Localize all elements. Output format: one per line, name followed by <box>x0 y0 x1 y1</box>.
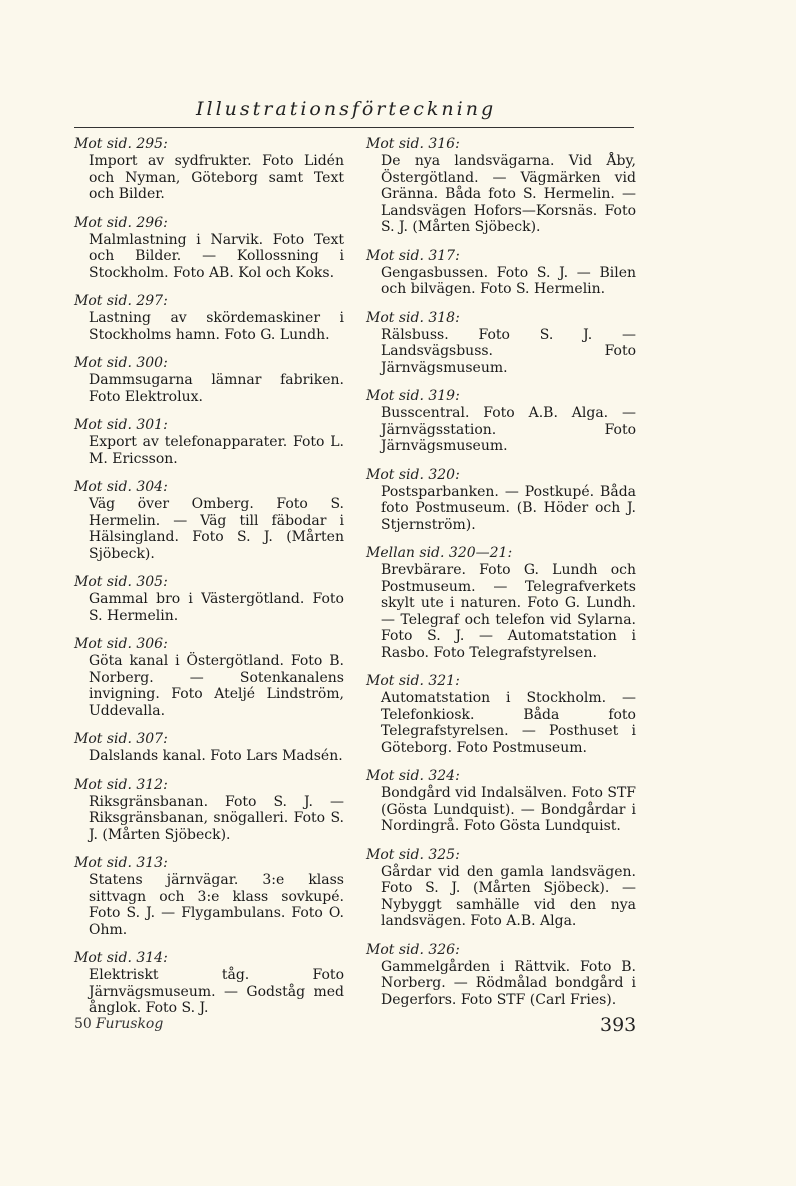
entry-caption: Dammsugarna lämnar fabriken. Foto Elektrolux. <box>89 372 344 405</box>
illustration-entry <box>74 136 344 203</box>
entry-page-reference: Mot sid. 324: <box>366 768 460 784</box>
entry-page-reference: Mot sid. 297: <box>74 293 168 309</box>
entry-caption: Statens järnvägar. 3:e klass sittvagn och 3:e klass sovkupé. Foto S. J. — Flygambulans. Foto O. Ohm. <box>89 872 344 938</box>
entry-page-reference: Mot sid. 321: <box>366 673 460 689</box>
entry-page-reference: Mot sid. 320: <box>366 466 460 483</box>
illustration-entry <box>74 855 344 938</box>
illustration-entry <box>366 545 636 661</box>
entry-caption: De nya landsvägarna. Vid Åby, Östergötland. — Vägmärken vid Gränna. Båda foto S. Hermelin. — Landsvägen Hofors—Korsnäs. Foto S. J. (Mårten Sjöbeck). <box>381 153 636 235</box>
illustration-entry <box>74 417 344 467</box>
header-rule <box>74 127 634 128</box>
entry-page-reference: Mot sid. 307: <box>74 731 168 747</box>
illustration-entry <box>74 777 344 844</box>
illustration-entry <box>366 310 636 377</box>
illustration-entry <box>74 950 344 1017</box>
printer-signature <box>74 1016 163 1032</box>
entry-page-reference: Mot sid. 319: <box>366 388 460 404</box>
entry-page-reference: Mot sid. 314: <box>74 950 168 966</box>
entry-caption: Busscentral. Foto A.B. Alga. — Järnvägsstation. Foto Järnvägsmuseum. <box>381 405 636 454</box>
entry-caption: Import av sydfrukter. Foto Lidén och Nyman, Göteborg samt Text och Bilder. <box>89 153 344 202</box>
illustration-entry <box>74 636 344 719</box>
entry-caption: Gammal bro i Västergötland. Foto S. Hermelin. <box>89 591 344 624</box>
illustration-entry <box>366 673 636 756</box>
entry-page-reference: Mot sid. 295: <box>74 136 168 152</box>
illustration-entry <box>74 479 344 562</box>
illustration-entry <box>366 467 636 534</box>
illustration-entry <box>74 731 344 765</box>
signature-name: Furuskog <box>95 1016 164 1032</box>
entry-caption: Rälsbuss. Foto S. J. — Landsvägsbuss. Foto Järnvägsmuseum. <box>381 326 636 376</box>
entry-page-reference: Mot sid. 316: <box>366 136 460 152</box>
illustration-entry <box>74 215 344 282</box>
entry-page-reference: Mot sid. 326: <box>366 941 460 958</box>
entry-caption: Automatstation i Stockholm. — Telefonkiosk. Båda foto Telegrafstyrelsen. — Posthuset i Göteborg. Foto Postmuseum. <box>381 690 636 756</box>
entry-caption: Malmlastning i Narvik. Foto Text och Bilder. — Kollossning i Stockholm. Foto AB. Kol och Koks. <box>89 231 344 281</box>
left-column <box>74 136 344 1029</box>
entry-page-reference: Mot sid. 317: <box>366 247 460 264</box>
entry-caption: Bondgård vid Indalsälven. Foto STF (Gösta Lundquist). — Bondgårdar i Nordingrå. Foto Gösta Lundquist. <box>381 785 636 834</box>
entry-caption: Gengasbussen. Foto S. J. — Bilen och bilvägen. Foto S. Hermelin. <box>381 264 636 297</box>
illustration-entry <box>74 574 344 624</box>
entry-page-reference: Mot sid. 300: <box>74 355 168 371</box>
illustration-entry <box>366 136 636 236</box>
entry-page-reference: Mot sid. 313: <box>74 855 168 871</box>
entry-caption: Elektriskt tåg. Foto Järnvägsmuseum. — Godståg med ånglok. Foto S. J. <box>89 967 344 1016</box>
entry-caption: Gårdar vid den gamla landsvägen. Foto S. J. (Mårten Sjöbeck). — Nybyggt samhälle vid den nya landsvägen. Foto A.B. Alga. <box>381 863 636 929</box>
right-column <box>366 136 636 1020</box>
illustration-entry <box>366 388 636 455</box>
entry-caption: Postsparbanken. — Postkupé. Båda foto Postmuseum. (B. Höder och J. Stjernström). <box>381 483 636 533</box>
entry-caption: Brevbärare. Foto G. Lundh och Postmuseum. — Telegrafverkets skylt ute i naturen. Foto G. Lundh. — Telegraf och telefon vid Sylarna. Foto S. J. — Automatstation i Rasbo. Foto Telegrafstyrelsen. <box>381 562 636 661</box>
entry-page-reference: Mot sid. 312: <box>74 776 168 793</box>
entry-caption: Göta kanal i Östergötland. Foto B. Norberg. — Sotenkanalens invigning. Foto Ateljé Lindström, Uddevalla. <box>89 653 344 719</box>
entry-caption: Dalslands kanal. Foto Lars Madsén. <box>89 748 343 764</box>
entry-page-reference: Mot sid. 296: <box>74 214 168 231</box>
entry-caption: Riksgränsbanan. Foto S. J. — Riksgränsbanan, snögalleri. Foto S. J. (Mårten Sjöbeck). <box>89 793 344 843</box>
illustration-entry <box>366 942 636 1009</box>
illustration-entry <box>366 248 636 298</box>
entry-caption: Gammelgården i Rättvik. Foto B. Norberg. — Rödmålad bondgård i Degerfors. Foto STF (Carl Fries). <box>381 958 636 1008</box>
illustration-entry <box>74 293 344 343</box>
entry-page-reference: Mot sid. 305: <box>74 574 168 590</box>
illustration-entry <box>74 355 344 405</box>
entry-page-reference: Mot sid. 325: <box>366 846 460 863</box>
entry-caption: Lastning av skördemaskiner i Stockholms hamn. Foto G. Lundh. <box>89 310 344 343</box>
entry-caption: Export av telefonapparater. Foto L. M. Ericsson. <box>89 434 344 467</box>
entry-caption: Väg över Omberg. Foto S. Hermelin. — Väg till fäbodar i Hälsingland. Foto S. J. (Mårten Sjöbeck). <box>89 496 344 562</box>
illustration-entry <box>366 768 636 835</box>
entry-page-reference: Mot sid. 318: <box>366 309 460 326</box>
page-number: 393 <box>600 1014 637 1036</box>
signature-number: 50 <box>74 1016 92 1032</box>
entry-page-reference: Mot sid. 306: <box>74 636 168 652</box>
entry-page-reference: Mot sid. 301: <box>74 417 168 433</box>
entry-page-reference: Mot sid. 304: <box>74 479 168 495</box>
illustration-entry <box>366 847 636 930</box>
entry-page-reference: Mellan sid. 320—21: <box>366 545 513 561</box>
page-header: Illustrationsförteckning <box>196 98 497 120</box>
